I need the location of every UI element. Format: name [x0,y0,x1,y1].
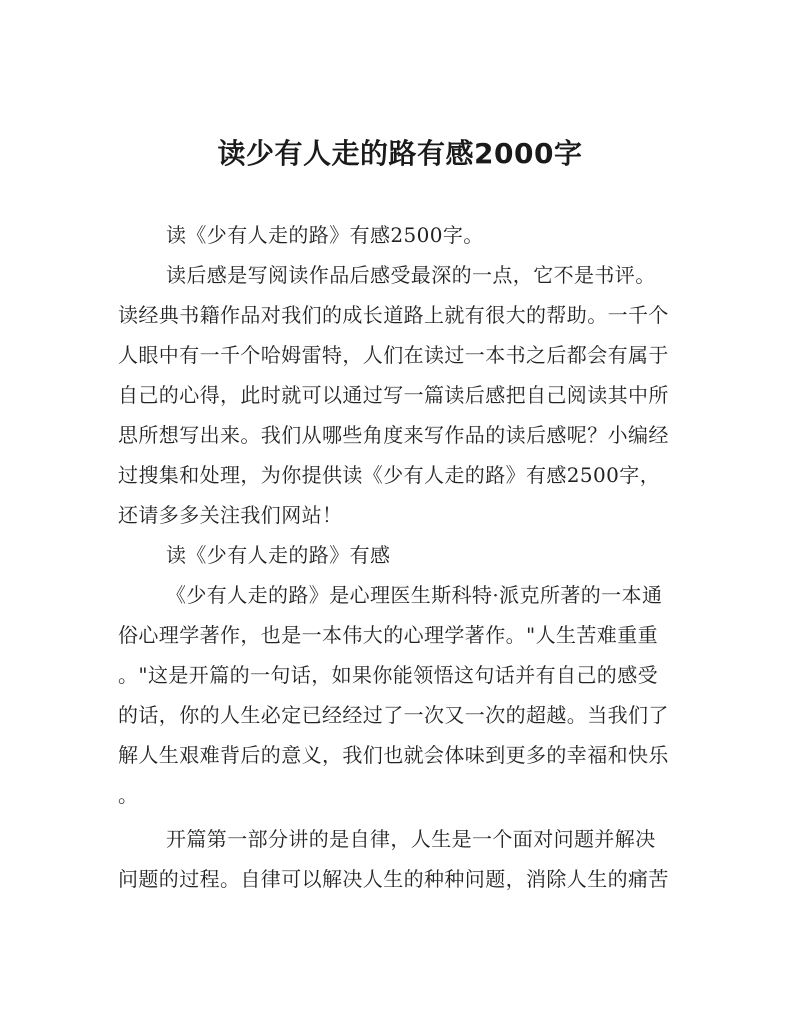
body-line: 开篇第一部分讲的是自律，人生是一个面对问题并解决 [166,827,656,851]
body-line: 《少有人走的路》是心理医生斯科特·派克所著的一本通 [166,583,663,607]
document-title: 读少有人走的路有感2000字 [217,137,583,170]
body-line: 读《少有人走的路》有感2500字。 [166,223,484,247]
body-line: 读《少有人走的路》有感 [166,543,391,567]
body-line: 的话，你的人生必定已经经过了一次又一次的超越。当我们了 [118,703,669,727]
body-line: 还请多多关注我们网站！ [118,503,343,527]
body-line: 人眼中有一千个哈姆雷特，人们在读过一本书之后都会有属于 [118,343,669,367]
body-line: 思所想写出来。我们从哪些角度来写作品的读后感呢？小编经 [118,423,669,447]
body-line: 读后感是写阅读作品后感受最深的一点，它不是书评。 [166,263,656,287]
document-body [118,215,688,899]
body-line: 过搜集和处理，为你提供读《少有人走的路》有感2500字， [118,463,661,487]
body-line: 自己的心得，此时就可以通过写一篇读后感把自己阅读其中所 [118,383,669,407]
body-line: 解人生艰难背后的意义，我们也就会体味到更多的幸福和快乐 [118,743,669,767]
body-line: 。"这是开篇的一句话，如果你能领悟这句话并有自己的感受 [118,663,658,687]
body-line: 问题的过程。自律可以解决人生的种种问题，消除人生的痛苦 [118,867,669,891]
body-line: 俗心理学著作，也是一本伟大的心理学著作。"人生苦难重重 [118,623,658,647]
body-line: 。 [118,783,139,807]
body-line: 读经典书籍作品对我们的成长道路上就有很大的帮助。一千个 [118,303,669,327]
